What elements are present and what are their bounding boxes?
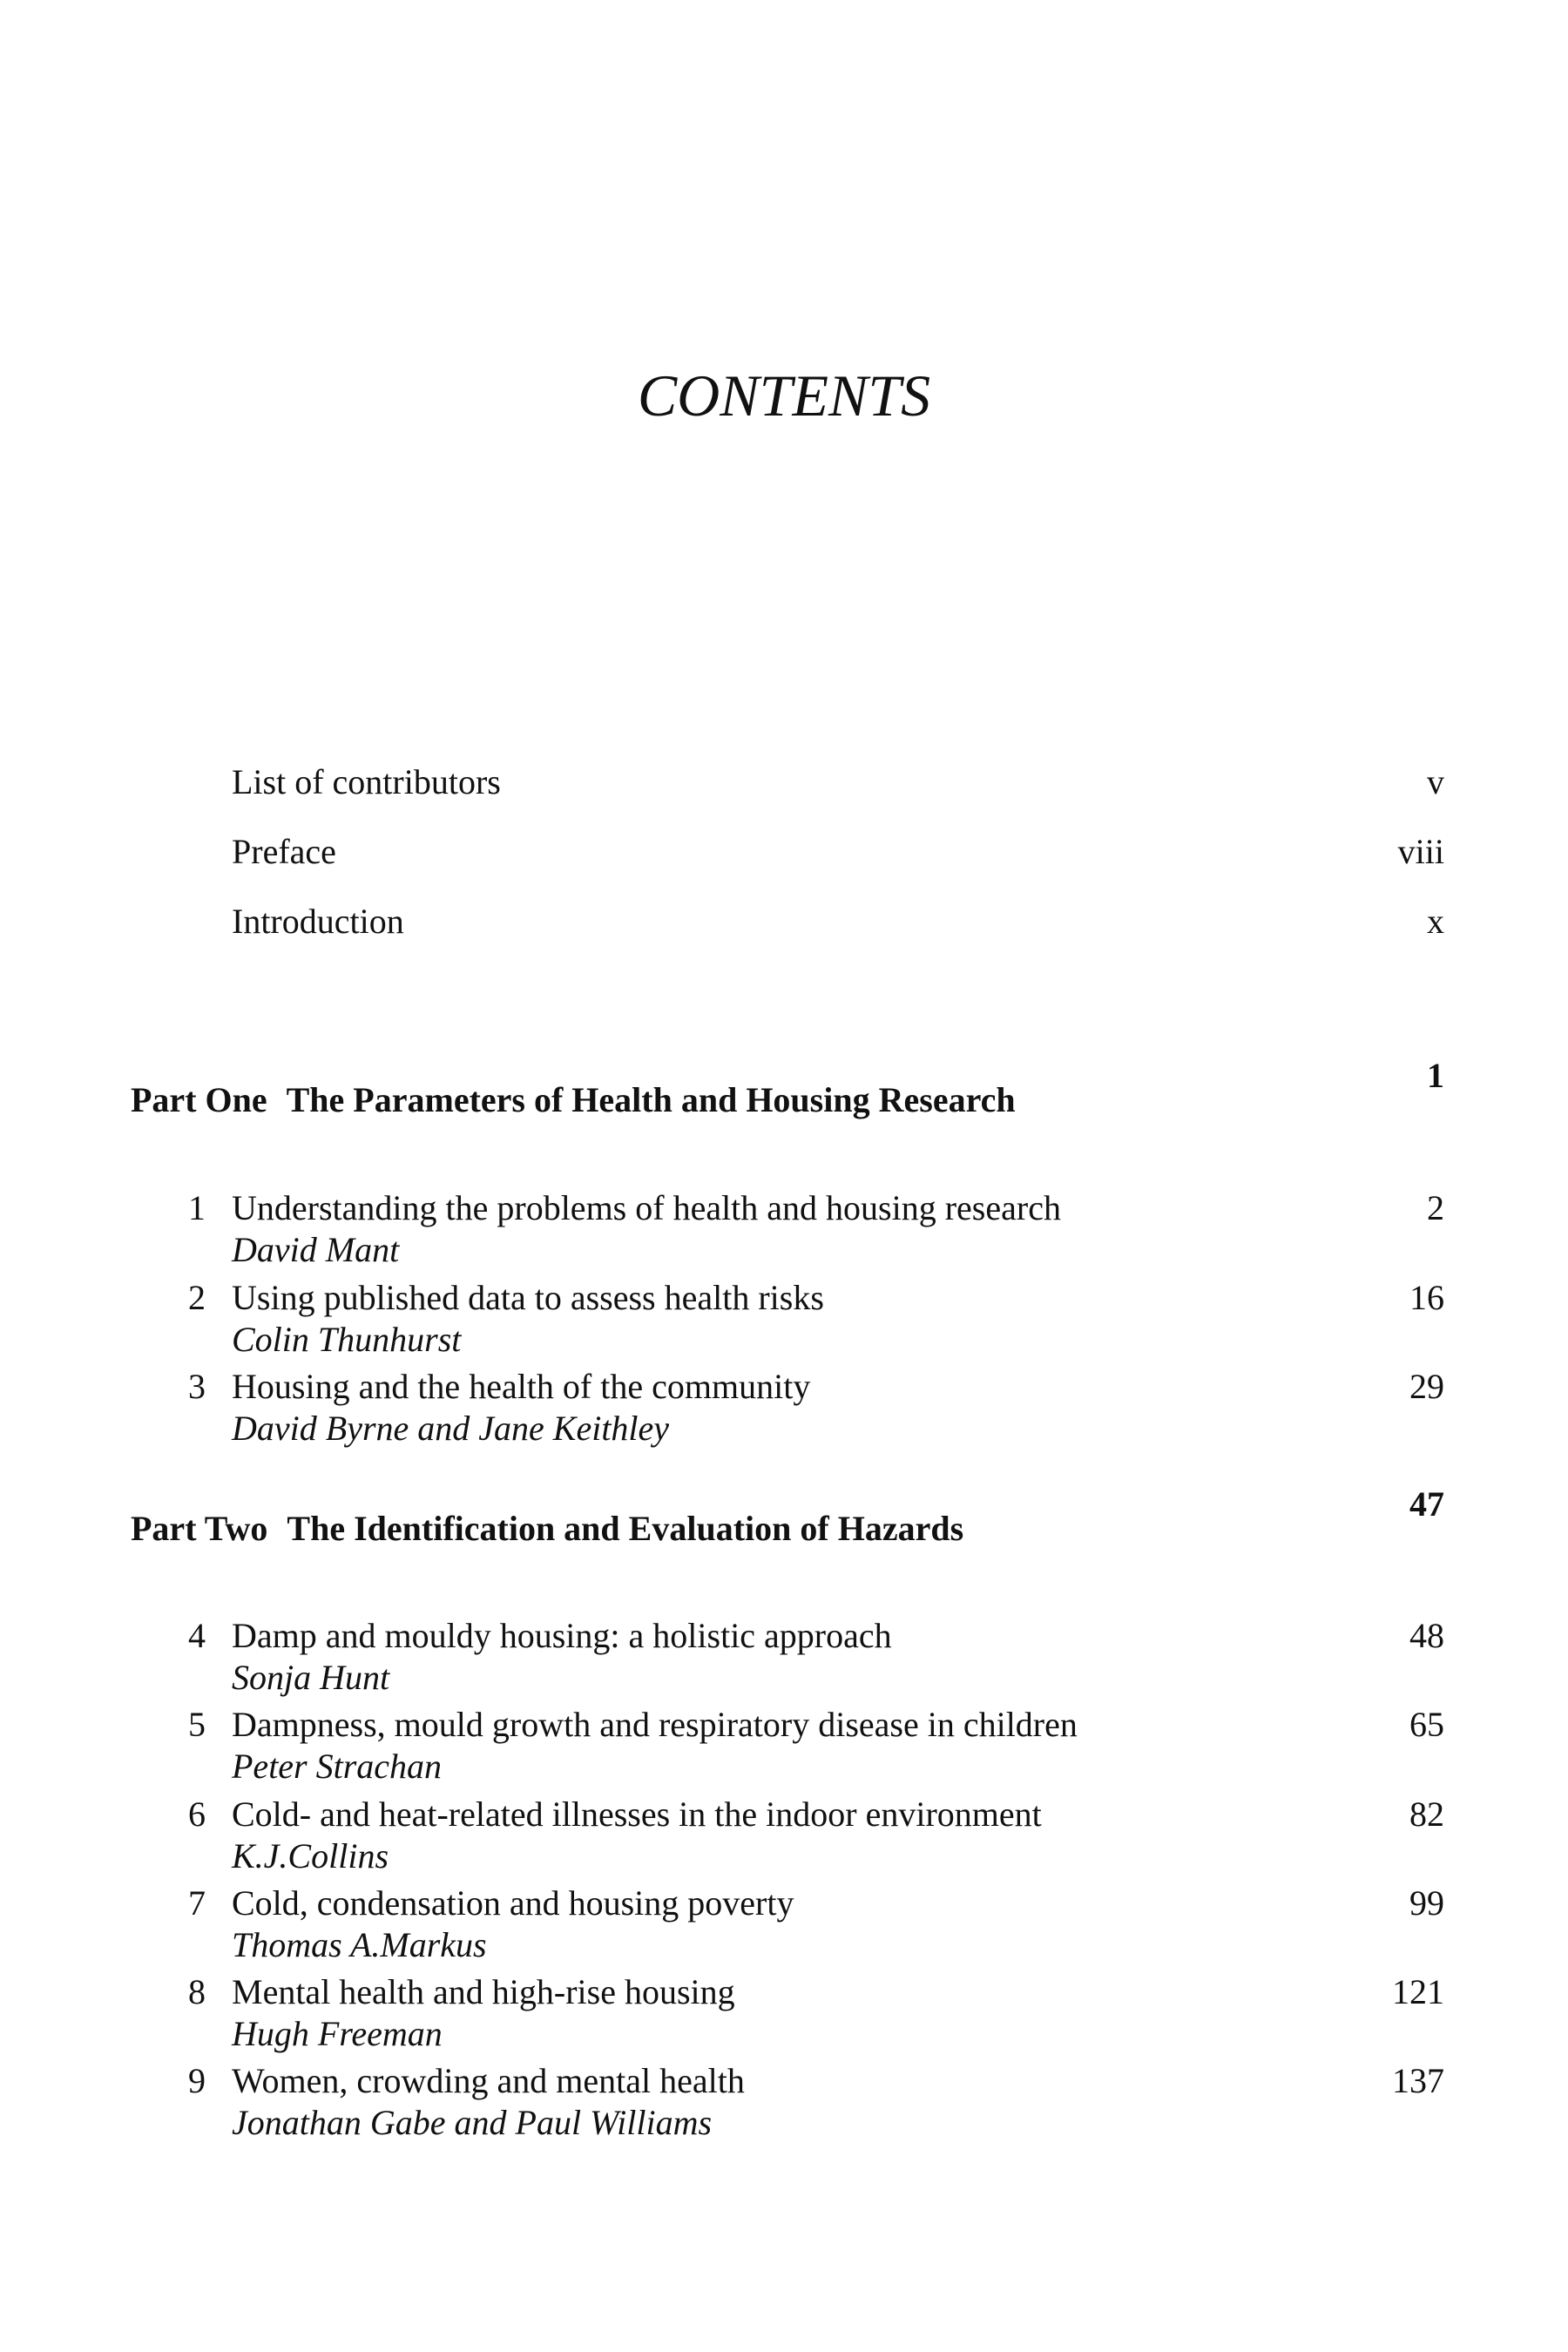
toc-part-heading[interactable] [131, 1483, 1444, 1552]
toc-chapter-entry[interactable] [174, 1365, 1444, 1452]
chapter-title: Cold, condensation and housing poverty [232, 1883, 794, 1923]
toc-chapter-entry[interactable] [174, 1970, 1444, 2058]
chapter-number: 8 [188, 1972, 206, 2011]
toc-chapter-entry[interactable] [174, 1793, 1444, 1880]
part-title: The Identification and Evaluation of Hazards [287, 1509, 964, 1548]
chapter-title: Mental health and high-rise housing [232, 1972, 735, 2011]
chapter-author: Thomas A.Markus [232, 1925, 487, 1964]
toc-page-number: 48 [1409, 1616, 1444, 1655]
chapter-title: Using published data to assess health risks [232, 1278, 824, 1317]
part-title: The Parameters of Health and Housing Research [286, 1080, 1016, 1119]
toc-chapter-entry[interactable] [174, 1882, 1444, 1969]
chapter-author: Hugh Freeman [232, 2014, 443, 2053]
chapter-number: 5 [188, 1705, 206, 1744]
chapter-title: Understanding the problems of health and housing research [232, 1188, 1061, 1227]
toc-entry-label: Introduction [232, 902, 404, 941]
page-title: CONTENTS [637, 362, 931, 429]
toc-chapter-entry[interactable] [174, 2059, 1444, 2146]
part-heading-label [131, 1507, 963, 1551]
chapter-author: David Mant [232, 1230, 400, 1269]
chapter-number: 7 [188, 1883, 206, 1923]
chapter-number: 1 [188, 1188, 206, 1227]
toc-front-item-introduction[interactable] [232, 900, 1444, 943]
toc-page-number: viii [1397, 832, 1444, 871]
chapter-number: 2 [188, 1278, 206, 1317]
chapter-title: Cold- and heat-related illnesses in the indoor environment [232, 1794, 1042, 1834]
toc-chapter-entry[interactable] [174, 1614, 1444, 1701]
chapter-title: Housing and the health of the community [232, 1367, 811, 1406]
toc-page-number: 121 [1392, 1972, 1444, 2011]
toc-page-number: 65 [1409, 1705, 1444, 1744]
chapter-author: Sonja Hunt [232, 1658, 390, 1697]
part-number: Part Two [131, 1509, 268, 1548]
chapter-number: 6 [188, 1794, 206, 1834]
toc-page-number: 137 [1392, 2061, 1444, 2100]
toc-page-number: 16 [1409, 1278, 1444, 1317]
toc-chapter-entry[interactable] [174, 1186, 1444, 1274]
part-heading-label [131, 1078, 1016, 1122]
toc-front-item-contributors[interactable] [232, 760, 1444, 804]
toc-chapter-entry[interactable] [174, 1276, 1444, 1363]
chapter-author: David Byrne and Jane Keithley [232, 1409, 670, 1448]
chapter-number: 9 [188, 2061, 206, 2100]
toc-page-number: x [1427, 902, 1444, 941]
chapter-number: 4 [188, 1616, 206, 1655]
toc-chapter-entry[interactable] [174, 1703, 1444, 1790]
toc-entry-label: List of contributors [232, 762, 501, 801]
toc-front-item-preface[interactable] [232, 830, 1444, 874]
chapter-author: Colin Thunhurst [232, 1320, 462, 1359]
toc-part-heading[interactable] [131, 1054, 1444, 1124]
chapter-title: Damp and mouldy housing: a holistic approach [232, 1616, 892, 1655]
toc-page-number: 2 [1427, 1188, 1444, 1227]
toc-page-number: 1 [1427, 1056, 1444, 1095]
chapter-title: Dampness, mould growth and respiratory disease in children [232, 1705, 1078, 1744]
chapter-author: K.J.Collins [232, 1836, 389, 1876]
toc-page-number: 99 [1409, 1883, 1444, 1923]
chapter-author: Peter Strachan [232, 1747, 443, 1786]
chapter-number: 3 [188, 1367, 206, 1406]
part-number: Part One [131, 1080, 267, 1119]
toc-page-number: v [1427, 762, 1444, 801]
chapter-author: Jonathan Gabe and Paul Williams [232, 2103, 713, 2142]
chapter-title: Women, crowding and mental health [232, 2061, 745, 2100]
toc-entry-label: Preface [232, 832, 336, 871]
toc-page-number: 29 [1409, 1367, 1444, 1406]
toc-page-number: 47 [1409, 1484, 1444, 1524]
toc-page-number: 82 [1409, 1794, 1444, 1834]
